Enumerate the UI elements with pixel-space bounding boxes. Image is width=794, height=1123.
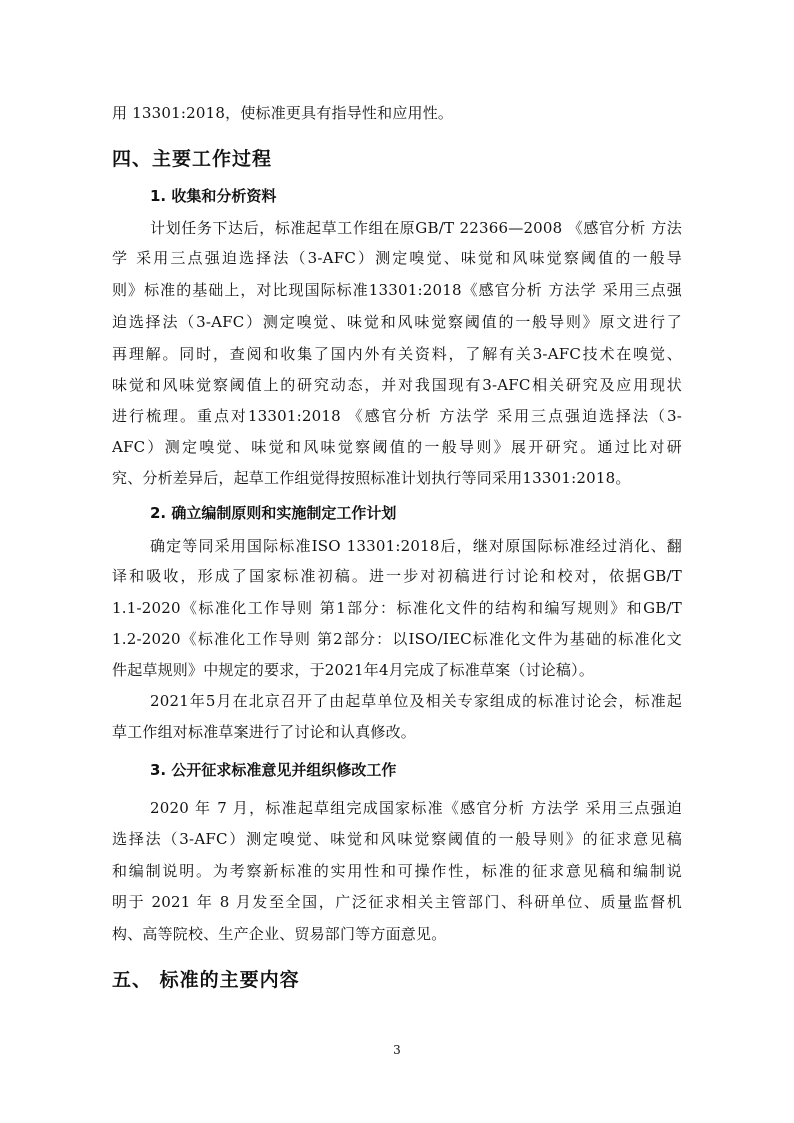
- paragraph-line: 件起草规则》中规定的要求，于2021年4月完成了标准草案（讨论稿）。: [112, 661, 595, 679]
- paragraph-line: 进行梳理。重点对13301:2018 《感官分析 方法学 采用三点强迫选择法（3-: [112, 407, 682, 425]
- paragraph-line: 2021年5月在北京召开了由起草单位及相关专家组成的标准讨论会，标准起: [150, 692, 682, 710]
- paragraph-line: 2020 年 7 月，标准起草组完成国家标准《感官分析 方法学 采用三点强迫: [150, 799, 682, 817]
- paragraph-line: 究、分析差异后，起草工作组觉得按照标准计划执行等同采用13301:2018。: [112, 469, 631, 487]
- paragraph-line: 选择法（3-AFC）测定嗅觉、味觉和风味觉察阈值的一般导则》的征求意见稿: [112, 830, 682, 848]
- subsection-heading-3: 3. 公开征求标准意见并组织修改工作: [150, 761, 397, 779]
- paragraph-line: 译和吸收，形成了国家标准初稿。进一步对初稿进行讨论和校对，依据GB/T: [112, 567, 682, 585]
- paragraph-line: 确定等同采用国际标准ISO 13301:2018后，继对原国际标准经过消化、翻: [150, 537, 682, 555]
- paragraph-line: 则》标准的基础上，对比现国际标准13301:2018《感官分析 方法学 采用三点强: [112, 281, 682, 299]
- paragraph-line: 草工作组对标准草案进行了讨论和认真修改。: [112, 723, 417, 741]
- paragraph-line: 1.1-2020《标准化工作导则 第1部分：标准化文件的结构和编写规则》和GB/T: [112, 599, 682, 617]
- paragraph-line: 迫选择法（3-AFC）测定嗅觉、味觉和风味觉察阈值的一般导则》原文进行了: [112, 313, 682, 331]
- subsection-heading-2: 2. 确立编制原则和实施制定工作计划: [150, 504, 397, 522]
- subsection-heading-1: 1. 收集和分析资料: [150, 187, 277, 205]
- paragraph-line: 1.2-2020《标准化工作导则 第2部分：以ISO/IEC标准化文件为基础的标准化文: [112, 630, 682, 648]
- paragraph-line: 计划任务下达后，标准起草工作组在原GB/T 22366—2008 《感官分析 方法: [150, 219, 682, 237]
- paragraph-line: 再理解。同时，查阅和收集了国内外有关资料，了解有关3-AFC技术在嗅觉、: [112, 345, 682, 363]
- paragraph-line: 和编制说明。为考察新标准的实用性和可操作性，标准的征求意见稿和编制说: [112, 862, 682, 880]
- paragraph-line: 味觉和风味觉察阈值上的研究动态，并对我国现有3-AFC相关研究及应用现状: [112, 376, 682, 394]
- paragraph-line: 用 13301:2018，使标准更具有指导性和应用性。: [112, 104, 454, 122]
- paragraph-line: 明于 2021 年 8 月发至全国，广泛征求相关主管部门、科研单位、质量监督机: [112, 893, 682, 911]
- section-heading-4: 四、主要工作过程: [112, 148, 273, 170]
- section-heading-5: 五、 标准的主要内容: [112, 969, 300, 991]
- paragraph-line: 学 采用三点强迫选择法（3-AFC）测定嗅觉、味觉和风味觉察阈值的一般导: [112, 249, 682, 267]
- page-number: 3: [393, 1043, 401, 1057]
- paragraph-line: 构、高等院校、生产企业、贸易部门等方面意见。: [112, 925, 447, 943]
- paragraph-line: AFC）测定嗅觉、味觉和风味觉察阈值的一般导则》展开研究。通过比对研: [112, 438, 682, 456]
